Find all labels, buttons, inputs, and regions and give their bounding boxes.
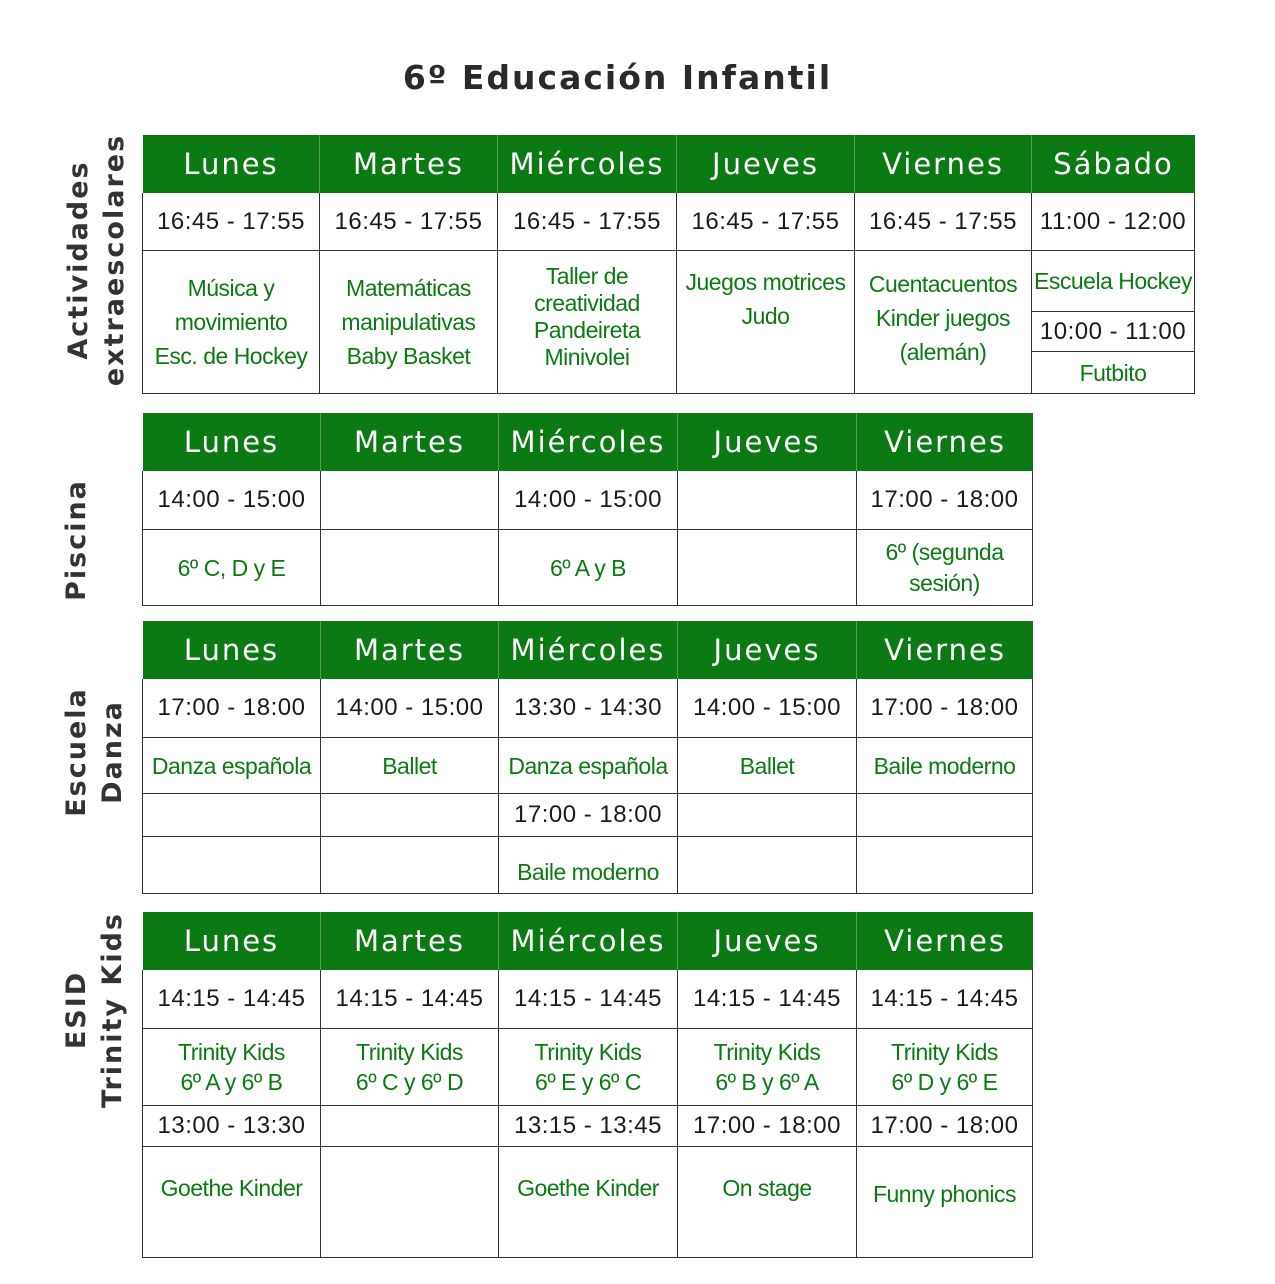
day-header: Miércoles [499, 413, 678, 471]
time-cell: 17:00 - 18:00 [143, 679, 321, 738]
activity-cell: Trinity Kids 6º B y 6º A [678, 1029, 857, 1106]
time-cell: 14:15 - 14:45 [143, 970, 321, 1029]
activity-cell: Cuentacuentos Kinder juegos (alemán) [855, 251, 1032, 394]
time-cell: 14:15 - 14:45 [857, 970, 1033, 1029]
activity-cell: On stage [678, 1147, 857, 1258]
section-label-danza: Escuela Danza [61, 687, 128, 817]
day-header: Miércoles [499, 912, 678, 970]
time-cell: 17:00 - 18:00 [857, 679, 1033, 738]
time-cell: 14:15 - 14:45 [678, 970, 857, 1029]
time-cell: 13:00 - 13:30 [143, 1106, 321, 1147]
activity-cell: Danza española [143, 738, 321, 794]
empty-cell [321, 794, 499, 837]
activity-cell: 6º C, D y E [143, 530, 321, 606]
empty-cell [321, 837, 499, 894]
activity-cell: Baile moderno [499, 837, 678, 894]
page-title: 6º Educación Infantil [402, 58, 833, 97]
time-cell: 17:00 - 18:00 [678, 1106, 857, 1147]
empty-cell [143, 837, 321, 894]
day-header: Sábado [1032, 135, 1195, 193]
day-header: Miércoles [499, 621, 678, 679]
time-cell: 14:15 - 14:45 [321, 970, 499, 1029]
day-header: Lunes [143, 413, 321, 471]
day-header: Jueves [678, 413, 857, 471]
activity-cell: Juegos motrices Judo [677, 251, 855, 394]
time-cell: 17:00 - 18:00 [857, 471, 1033, 530]
time-cell: 17:00 - 18:00 [857, 1106, 1033, 1147]
activity-cell: Baile moderno [857, 738, 1033, 794]
day-header: Martes [320, 135, 498, 193]
day-header: Viernes [857, 413, 1033, 471]
time-cell: 14:15 - 14:45 [499, 970, 678, 1029]
activity-cell: Música y movimiento Esc. de Hockey [143, 251, 320, 394]
section-label-esid: ESID Trinity Kids [61, 912, 128, 1108]
activity-cell: Taller de creatividad Pandeireta Minivolei [498, 251, 677, 394]
activity-cell: Ballet [321, 738, 499, 794]
time-cell: 17:00 - 18:00 [499, 794, 678, 837]
activity-cell: Trinity Kids 6º C y 6º D [321, 1029, 499, 1106]
activity-cell: Trinity Kids 6º D y 6º E [857, 1029, 1033, 1106]
section-label-extraescolares: Actividades extraescolares [63, 133, 130, 387]
empty-cell [678, 837, 857, 894]
day-header: Lunes [143, 621, 321, 679]
activity-cell: Funny phonics [857, 1147, 1033, 1258]
day-header: Viernes [857, 621, 1033, 679]
time-cell: 16:45 - 17:55 [143, 193, 320, 251]
day-header: Miércoles [498, 135, 677, 193]
empty-cell [857, 837, 1033, 894]
time-cell: 10:00 - 11:00 [1032, 312, 1195, 352]
time-cell: 14:00 - 15:00 [678, 679, 857, 738]
day-header: Martes [321, 912, 499, 970]
time-cell: 13:15 - 13:45 [499, 1106, 678, 1147]
day-header: Martes [321, 413, 499, 471]
time-cell: 16:45 - 17:55 [320, 193, 498, 251]
time-cell [321, 471, 499, 530]
empty-cell [143, 794, 321, 837]
time-cell: 13:30 - 14:30 [499, 679, 678, 738]
activity-cell [678, 530, 857, 606]
day-header: Jueves [677, 135, 855, 193]
time-cell: 16:45 - 17:55 [498, 193, 677, 251]
activity-cell: Ballet [678, 738, 857, 794]
activity-cell: Matemáticas manipulativas Baby Basket [320, 251, 498, 394]
day-header: Jueves [678, 621, 857, 679]
activity-cell: Goethe Kinder [143, 1147, 321, 1258]
activity-cell: 6º A y B [499, 530, 678, 606]
activity-cell: Escuela Hockey [1032, 251, 1195, 312]
time-cell: 14:00 - 15:00 [321, 679, 499, 738]
time-cell [321, 1106, 499, 1147]
day-header: Viernes [857, 912, 1033, 970]
empty-cell [857, 794, 1033, 837]
time-cell: 16:45 - 17:55 [677, 193, 855, 251]
activity-cell [321, 530, 499, 606]
time-cell: 11:00 - 12:00 [1032, 193, 1195, 251]
time-cell: 16:45 - 17:55 [855, 193, 1032, 251]
time-cell: 14:00 - 15:00 [499, 471, 678, 530]
day-header: Jueves [678, 912, 857, 970]
empty-cell [678, 794, 857, 837]
activity-cell [321, 1147, 499, 1258]
activity-cell: Danza española [499, 738, 678, 794]
day-header: Viernes [855, 135, 1032, 193]
day-header: Lunes [143, 135, 320, 193]
section-label-piscina: Piscina [61, 479, 92, 601]
activity-cell: Trinity Kids 6º A y 6º B [143, 1029, 321, 1106]
activity-cell: 6º (segunda sesión) [857, 530, 1033, 606]
activity-cell: Goethe Kinder [499, 1147, 678, 1258]
time-cell [678, 471, 857, 530]
activity-cell: Futbito [1032, 352, 1195, 394]
time-cell: 14:00 - 15:00 [143, 471, 321, 530]
activity-cell: Trinity Kids 6º E y 6º C [499, 1029, 678, 1106]
day-header: Martes [321, 621, 499, 679]
day-header: Lunes [143, 912, 321, 970]
